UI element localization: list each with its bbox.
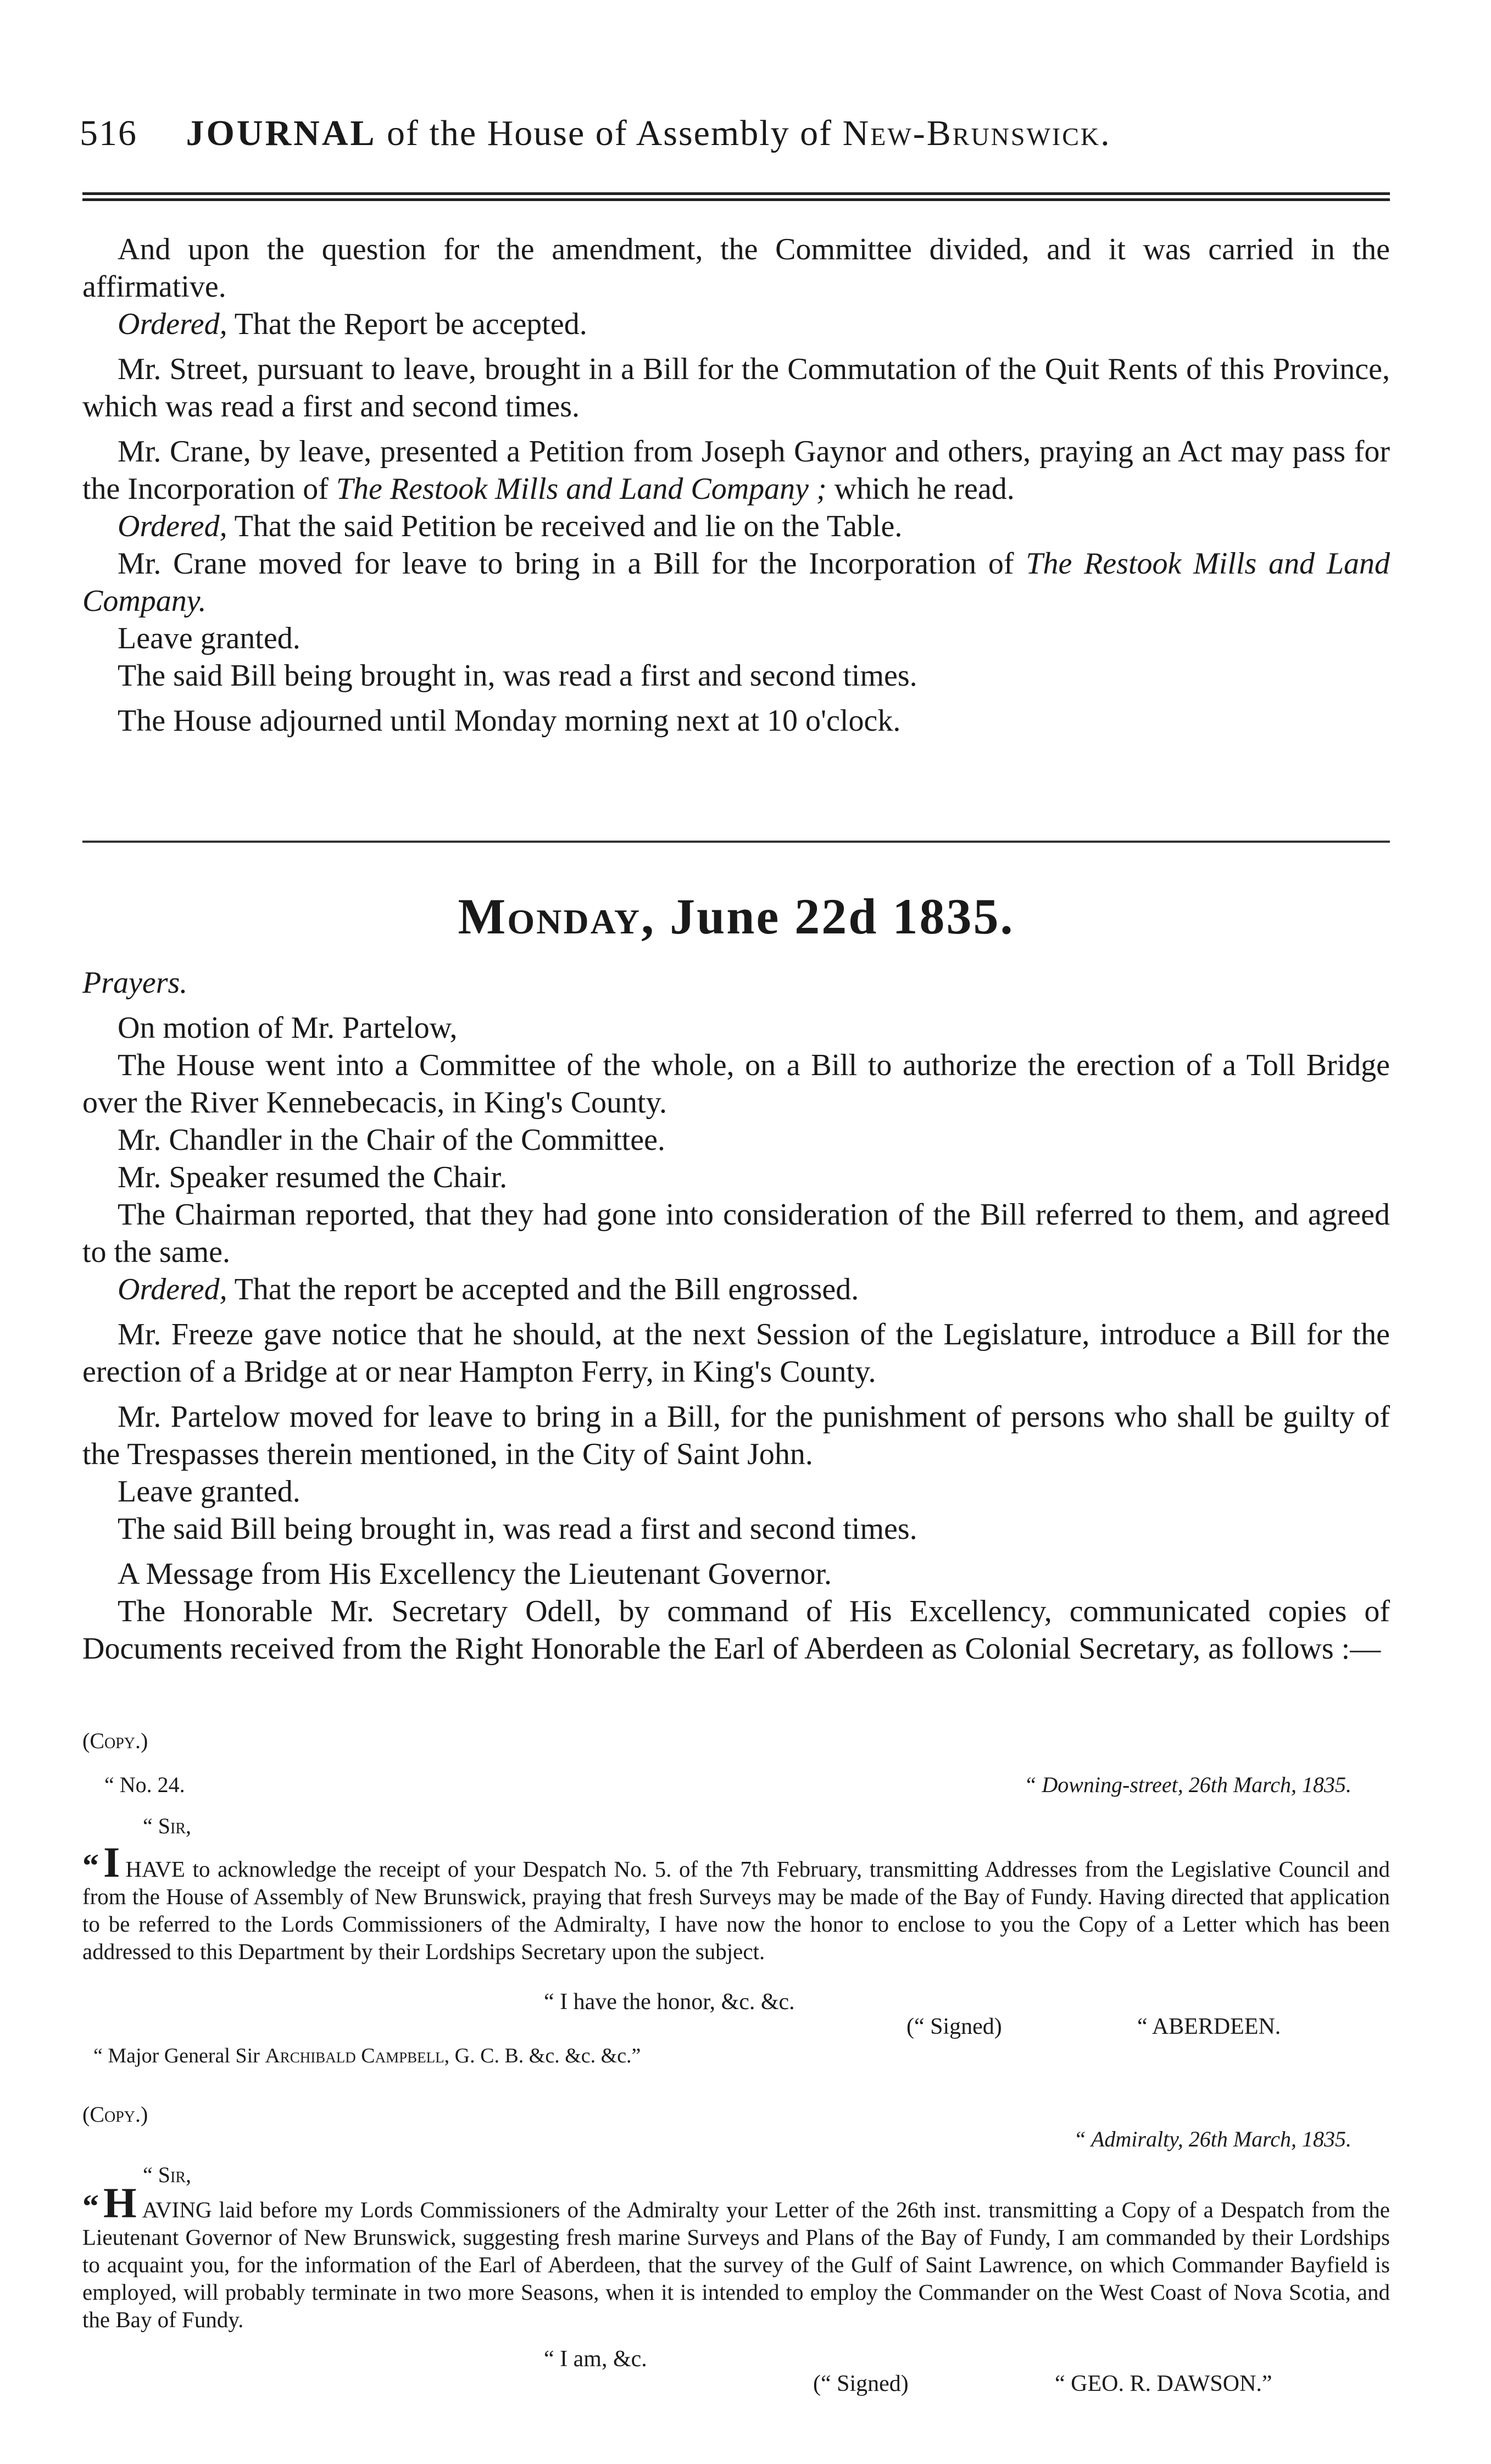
section-rule [82,841,1390,843]
letter1-body: “ I HAVE to acknowledge the receipt of your Despatch No. 5. of the 7th February, transmitting Addresses from the Legislative Council and from the House of Assembly of New Brunswick, praying that fresh Surveys may be made of the Bay of Fundy. Having directed that application to be referred to the Lords Commissioners of the Admiralty, I have now the honor to enclose to you the Copy of a Letter which has been addressed to this Department by their Lordships Secretary upon the subject. [82,1838,1390,1964]
date-heading-day: Monday, [458,888,656,944]
province-name: New-Brunswick. [842,113,1111,153]
paragraph-amendment: And upon the question for the amendment, the Committee divided, and it was carried in the affirmative. [82,232,1390,304]
paragraph-leave-granted-2: Leave granted. [118,1475,301,1509]
letter2-salutation: “ Sir, [143,2162,191,2187]
paragraph-hampton-ferry: Mr. Freeze gave notice that he should, at the next Session of the Legislature, introduce a Bill for the erection of a Bridge at or near Hampton Ferry, in King's County. [82,1317,1390,1389]
journal-title: JOURNAL [186,113,377,153]
letter1-place-date: “ Downing-street, 26th March, 1835. [1024,1772,1351,1797]
paragraph-adjourned: The House adjourned until Monday morning next at 10 o'clock. [118,704,901,738]
header-rule [82,192,1390,201]
paragraph-toll-bridge: The House went into a Committee of the whole, on a Bill to authorize the erection of a Toll Bridge over the River Kennebecacis, in King's County. [82,1048,1390,1120]
letter1-copy-label: (Copy.) [82,1728,148,1753]
letter1-signature: “ ABERDEEN. [1137,2014,1281,2039]
paragraph-petition-received: Ordered, That the said Petition be received and lie on the Table. [118,509,903,543]
letter2-copy-label: (Copy.) [82,2102,148,2127]
letter1-addressee: “ Major General Sir Archibald Campbell, G. C. B. &c. &c. &c.” [93,2044,641,2067]
monday-section [82,964,1390,1667]
paragraph-documents: The Honorable Mr. Secretary Odell, by command of His Excellency, communicated copies of Documents received from the Right Honorable the Earl of Aberdeen as Colonial Secretary, as follows :— [82,1594,1390,1666]
journal-title-rest: of the House of Assembly of [387,113,833,153]
page-number: 516 [80,113,137,153]
letter2-closing: “ I am, &c. [544,2346,647,2372]
paragraph-chairman: Mr. Chandler in the Chair of the Committee. [118,1123,665,1157]
paragraph-report-accepted: Ordered, That the Report be accepted. [118,307,587,341]
paragraph-quit-rents: Mr. Street, pursuant to leave, brought in a Bill for the Commutation of the Quit Rents of this Province, which was read a first and second times. [82,352,1390,424]
paragraph-incorporation-bill: Mr. Crane moved for leave to bring in a Bill for the Incorporation of The Restook Mills and Land Company. [82,547,1390,618]
date-heading [82,887,1390,945]
paragraph-motion: On motion of Mr. Partelow, [118,1011,458,1045]
paragraph-bill-read-2: The said Bill being brought in, was read a first and second times. [118,1512,917,1546]
paragraph-bill-read: The said Bill being brought in, was read a first and second times. [118,659,917,693]
paragraph-speaker: Mr. Speaker resumed the Chair. [118,1160,508,1194]
letter2-place-date: “ Admiralty, 26th March, 1835. [1073,2127,1351,2151]
paragraph-trespasses: Mr. Partelow moved for leave to bring in a Bill, for the punishment of persons who shall be guilty of the Trespasses therein mentioned, in the City of Saint John. [82,1400,1390,1471]
date-heading-date: June 22d 1835. [670,888,1015,944]
letter2-signed: (“ Signed) [813,2371,909,2396]
letter1-closing: “ I have the honor, &c. &c. [544,1989,795,2015]
paragraph-message: A Message from His Excellency the Lieutenant Governor. [118,1557,832,1591]
letter1-salutation: “ Sir, [143,1814,191,1838]
letter1-signed: (“ Signed) [906,2014,1002,2039]
paragraph-petition: Mr. Crane, by leave, presented a Petition from Joseph Gaynor and others, praying an Act may pass for the Incorporation of The Restook Mills and Land Company ; which he read. [82,435,1390,506]
paragraph-leave-granted: Leave granted. [118,621,301,655]
letter1-number: “ No. 24. [104,1772,185,1797]
top-section [82,231,1390,739]
paragraph-chairman-reported: The Chairman reported, that they had gone into consideration of the Bill referred to them, and agreed to the same. [82,1198,1390,1269]
letter2-signature: “ GEO. R. DAWSON.” [1055,2371,1272,2396]
running-head [80,113,1393,154]
journal-page [82,0,1390,2464]
letter2-body: “ H AVING laid before my Lords Commissioners of the Admiralty your Letter of the 26th inst. transmitting a Copy of a Despatch from the Lieutenant Governor of New Brunswick, suggesting fresh marine Surveys and Plans of the Bay of Fundy, I am commanded by their Lordships to acquaint you, for the information of the Earl of Aberdeen, that the survey of the Gulf of Saint Lawrence, on which Commander Bayfield is employed, will probably terminate in two more Seasons, when it is intended to employ the Commander on the West Coast of Nova Scotia, and the Bay of Fundy. [82,2179,1390,2332]
prayers-label: Prayers. [82,966,188,1000]
paragraph-engrossed: Ordered, That the report be accepted and the Bill engrossed. [118,1272,859,1306]
